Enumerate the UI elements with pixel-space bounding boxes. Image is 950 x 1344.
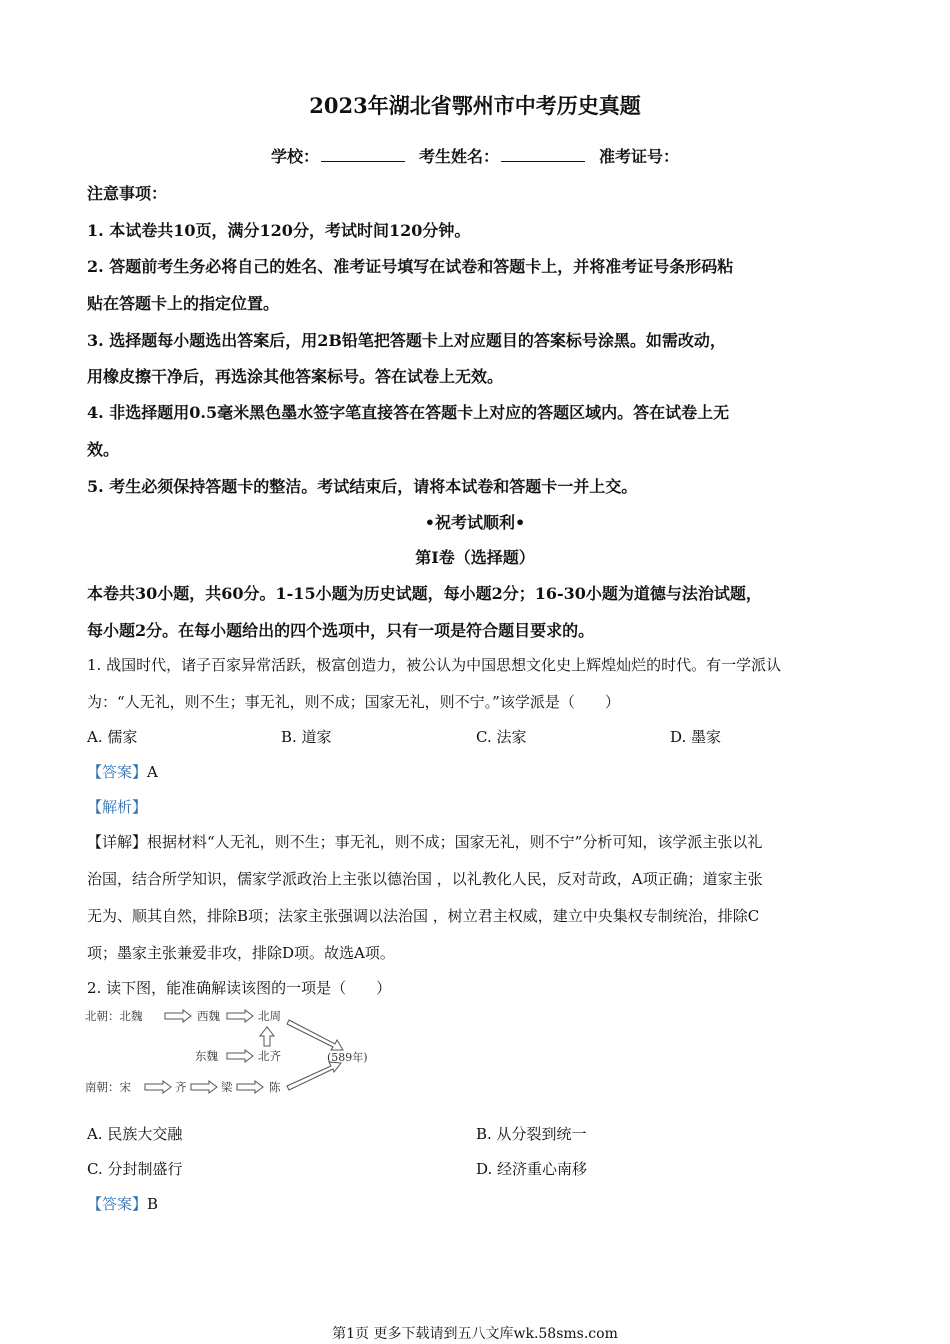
- north-zhou-label: 北周: [258, 1009, 281, 1023]
- wish-text: •祝考试顺利•: [424, 513, 526, 532]
- chen-label: 陈: [269, 1080, 281, 1094]
- q2-answer: [87, 1193, 158, 1214]
- q1-stem: 为：“人无礼，则不生；事无礼，则不成；国家无礼，则不宁。”该学派是（ ）: [87, 693, 620, 711]
- west-wei-label: 西魏: [197, 1009, 220, 1023]
- notice-line: 用橡皮擦干净后，再选涂其他答案标号。答在试卷上无效。: [87, 367, 504, 386]
- q2-option-b: B. 从分裂到统一: [476, 1125, 587, 1143]
- q2-option-a: A. 民族大交融: [87, 1125, 183, 1143]
- section-title: 第Ⅰ卷（选择题）: [415, 548, 535, 567]
- page-footer: 第1页 更多下载请到五八文库wk.58sms.com: [332, 1326, 618, 1342]
- arrow-diagonal-down-icon: [287, 1020, 343, 1050]
- notice-heading: 注意事项：: [87, 184, 168, 203]
- q1-stem: 1. 战国时代，诸子百家异常活跃，极富创造力，被公认为中国思想文化史上辉煌灿烂的时代。有一学派认: [87, 656, 782, 674]
- q1-analysis-tag: 【解析】: [87, 798, 148, 816]
- q1-option-c: C. 法家: [476, 728, 527, 746]
- section-desc: 本卷共30小题，共60分。1-15小题为历史试题，每小题2分；16-30小题为道德与法治试题，: [87, 584, 762, 603]
- notice-line: 5. 考生必须保持答题卡的整洁。考试结束后，请将本试卷和答题卡一并上交。: [87, 477, 638, 496]
- page-title: 2023年湖北省鄂州市中考历史真题: [309, 93, 641, 118]
- arrow-right-icon: [237, 1081, 263, 1093]
- answer-value: B: [147, 1195, 159, 1213]
- q2-option-c: C. 分封制盛行: [87, 1160, 183, 1178]
- q1-option-b: B. 道家: [281, 728, 332, 746]
- q1-detail: 项；墨家主张兼爱非攻，排除D项。故选A项。: [87, 944, 395, 962]
- id-label: 准考证号：: [599, 147, 680, 166]
- answer-tag: 【答案】: [87, 1195, 148, 1213]
- section-desc: 每小题2分。在每小题给出的四个选项中，只有一项是符合题目要求的。: [87, 621, 595, 640]
- arrow-right-icon: [227, 1050, 253, 1062]
- arrow-right-icon: [191, 1081, 217, 1093]
- north-dynasties-label: 北朝：北魏: [85, 1009, 143, 1023]
- qi-label: 齐: [175, 1080, 187, 1094]
- name-label: 考生姓名：: [418, 147, 499, 166]
- header-fields: [0, 144, 950, 167]
- answer-value: A: [147, 763, 158, 781]
- unification-year-label: (589年): [327, 1051, 368, 1064]
- liang-label: 梁: [221, 1080, 233, 1094]
- q1-detail: 治国，结合所学知识，儒家学派政治上主张以德治国 ，以礼教化人民，反对苛政，A项正确；道家主张: [87, 870, 763, 888]
- notice-line: 贴在答题卡上的指定位置。: [87, 294, 280, 313]
- east-wei-label: 东魏: [195, 1049, 218, 1063]
- dynasty-diagram: [85, 1002, 385, 1102]
- q1-answer: [87, 761, 158, 782]
- arrow-up-icon: [260, 1027, 274, 1046]
- q1-option-a: A. 儒家: [87, 728, 138, 746]
- notice-line: 效。: [87, 440, 120, 459]
- q1-option-d: D. 墨家: [670, 728, 722, 746]
- south-dynasties-label: 南朝：宋: [85, 1080, 131, 1094]
- answer-tag: 【答案】: [87, 763, 148, 781]
- arrow-right-icon: [145, 1081, 171, 1093]
- q2-option-d: D. 经济重心南移: [476, 1160, 588, 1178]
- school-blank: [321, 161, 405, 162]
- school-label: 学校：: [270, 147, 319, 166]
- notice-line: 3. 选择题每小题选出答案后，用2B铅笔把答题卡上对应题目的答案标号涂黑。如需改动，: [87, 331, 726, 350]
- name-blank: [501, 161, 585, 162]
- arrow-diagonal-up-icon: [287, 1062, 341, 1090]
- north-qi-label: 北齐: [258, 1049, 281, 1063]
- notice-line: 4. 非选择题用0.5毫米黑色墨水签字笔直接答在答题卡上对应的答题区域内。答在试卷上无: [87, 403, 730, 422]
- q1-detail: 无为、顺其自然，排除B项；法家主张强调以法治国 ，树立君主权威，建立中央集权专制统治，排除C: [87, 907, 760, 925]
- notice-line: 1. 本试卷共10页，满分120分，考试时间120分钟。: [87, 221, 471, 240]
- arrow-right-icon: [165, 1010, 191, 1022]
- q1-detail: 【详解】根据材料“人无礼，则不生；事无礼，则不成；国家无礼，则不宁”分析可知，该学派主张以礼: [87, 833, 763, 851]
- q2-stem: 2. 读下图，能准确解读该图的一项是（ ）: [87, 979, 392, 997]
- arrow-right-icon: [227, 1010, 253, 1022]
- notice-line: 2. 答题前考生务必将自己的姓名、准考证号填写在试卷和答题卡上，并将准考证号条形码粘: [87, 257, 734, 276]
